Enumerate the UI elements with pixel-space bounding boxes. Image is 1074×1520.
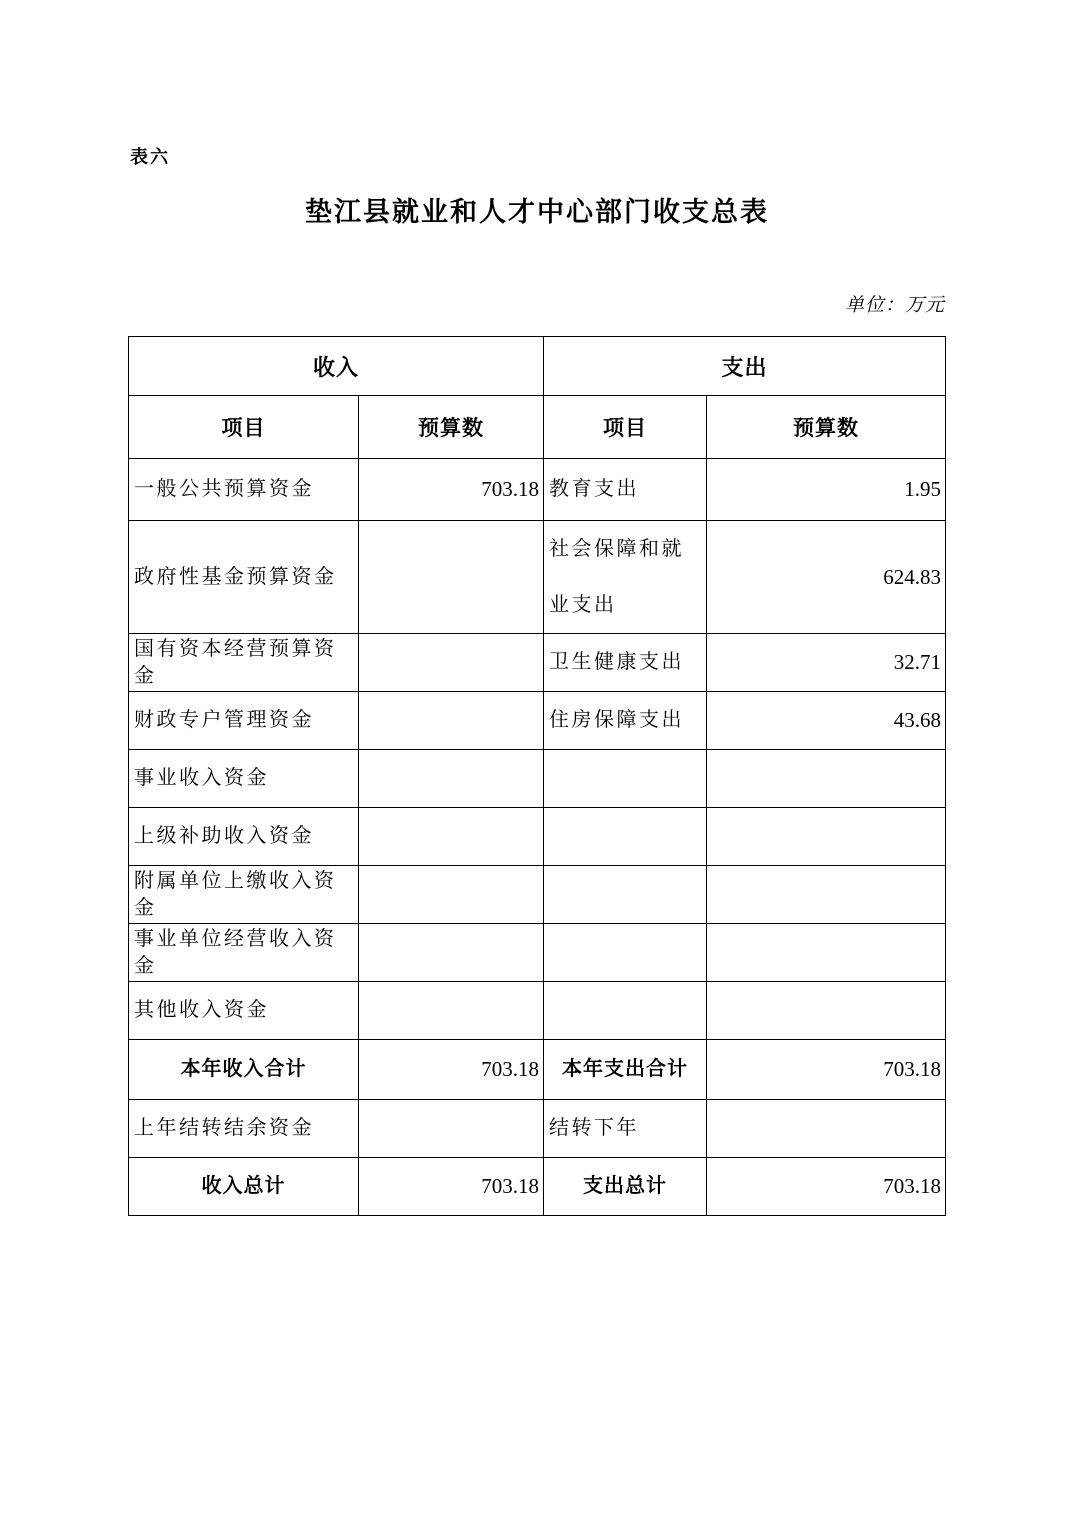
expense-budget-cell <box>707 924 946 982</box>
income-budget-cell <box>359 634 544 692</box>
table-row <box>129 634 946 692</box>
table-row <box>129 808 946 866</box>
income-section-header: 收入 <box>129 337 544 396</box>
expense-budget-cell <box>707 982 946 1040</box>
expense-grand-total-value-cell: 703.18 <box>707 1158 946 1216</box>
table-row <box>129 924 946 982</box>
expense-item-cell <box>544 866 707 924</box>
annual-total-row <box>129 1040 946 1100</box>
expense-budget-cell <box>707 866 946 924</box>
expense-grand-total-label-cell: 支出总计 <box>544 1158 707 1216</box>
expense-budget-cell <box>707 1100 946 1158</box>
carryover-row <box>129 1100 946 1158</box>
income-total-value-cell: 703.18 <box>359 1040 544 1100</box>
expense-item-cell: 卫生健康支出 <box>544 634 707 692</box>
table-row <box>129 750 946 808</box>
table-row <box>129 692 946 750</box>
expense-total-label-cell: 本年支出合计 <box>544 1040 707 1100</box>
table-row <box>129 982 946 1040</box>
section-header-row <box>129 337 946 396</box>
table-row <box>129 459 946 521</box>
income-item-cell: 财政专户管理资金 <box>129 692 359 750</box>
expense-item-cell <box>544 750 707 808</box>
income-budget-cell <box>359 866 544 924</box>
income-item-cell: 事业单位经营收入资金 <box>129 924 359 982</box>
income-budget-cell: 703.18 <box>359 459 544 521</box>
expense-budget-cell <box>707 808 946 866</box>
expense-item-cell: 结转下年 <box>544 1100 707 1158</box>
expense-budget-cell: 43.68 <box>707 692 946 750</box>
income-budget-cell <box>359 808 544 866</box>
expense-budget-cell: 1.95 <box>707 459 946 521</box>
table-row <box>129 866 946 924</box>
budget-summary-table <box>128 336 946 1216</box>
expense-item-cell <box>544 924 707 982</box>
income-budget-cell <box>359 982 544 1040</box>
unit-note: 单位：万元 <box>844 295 945 316</box>
expense-item-cell <box>544 982 707 1040</box>
expense-budget-cell: 32.71 <box>707 634 946 692</box>
income-total-label-cell: 本年收入合计 <box>129 1040 359 1100</box>
expense-budget-cell: 624.83 <box>707 521 946 634</box>
table-row <box>129 521 946 634</box>
income-item-cell: 一般公共预算资金 <box>129 459 359 521</box>
income-budget-cell <box>359 692 544 750</box>
income-item-cell: 其他收入资金 <box>129 982 359 1040</box>
expense-total-value-cell: 703.18 <box>707 1040 946 1100</box>
income-budget-column-header: 预算数 <box>359 396 544 459</box>
page-title: 垫江县就业和人才中心部门收支总表 <box>305 197 769 227</box>
income-item-cell: 附属单位上缴收入资金 <box>129 866 359 924</box>
expense-budget-cell <box>707 750 946 808</box>
expense-section-header: 支出 <box>544 337 946 396</box>
income-grand-total-value-cell: 703.18 <box>359 1158 544 1216</box>
column-header-row <box>129 396 946 459</box>
income-item-cell: 上级补助收入资金 <box>129 808 359 866</box>
income-budget-cell <box>359 521 544 634</box>
income-budget-cell <box>359 750 544 808</box>
income-item-cell: 上年结转结余资金 <box>129 1100 359 1158</box>
income-item-cell: 政府性基金预算资金 <box>129 521 359 634</box>
income-budget-cell <box>359 1100 544 1158</box>
expense-item-cell: 教育支出 <box>544 459 707 521</box>
expense-budget-column-header: 预算数 <box>707 396 946 459</box>
grand-total-row <box>129 1158 946 1216</box>
sheet-number-label: 表六 <box>130 147 170 167</box>
expense-item-cell: 住房保障支出 <box>544 692 707 750</box>
income-item-cell: 国有资本经营预算资金 <box>129 634 359 692</box>
expense-item-column-header: 项目 <box>544 396 707 459</box>
expense-item-cell: 社会保障和就业支出 <box>544 521 707 634</box>
income-grand-total-label-cell: 收入总计 <box>129 1158 359 1216</box>
expense-item-cell <box>544 808 707 866</box>
income-item-cell: 事业收入资金 <box>129 750 359 808</box>
income-item-column-header: 项目 <box>129 396 359 459</box>
income-budget-cell <box>359 924 544 982</box>
